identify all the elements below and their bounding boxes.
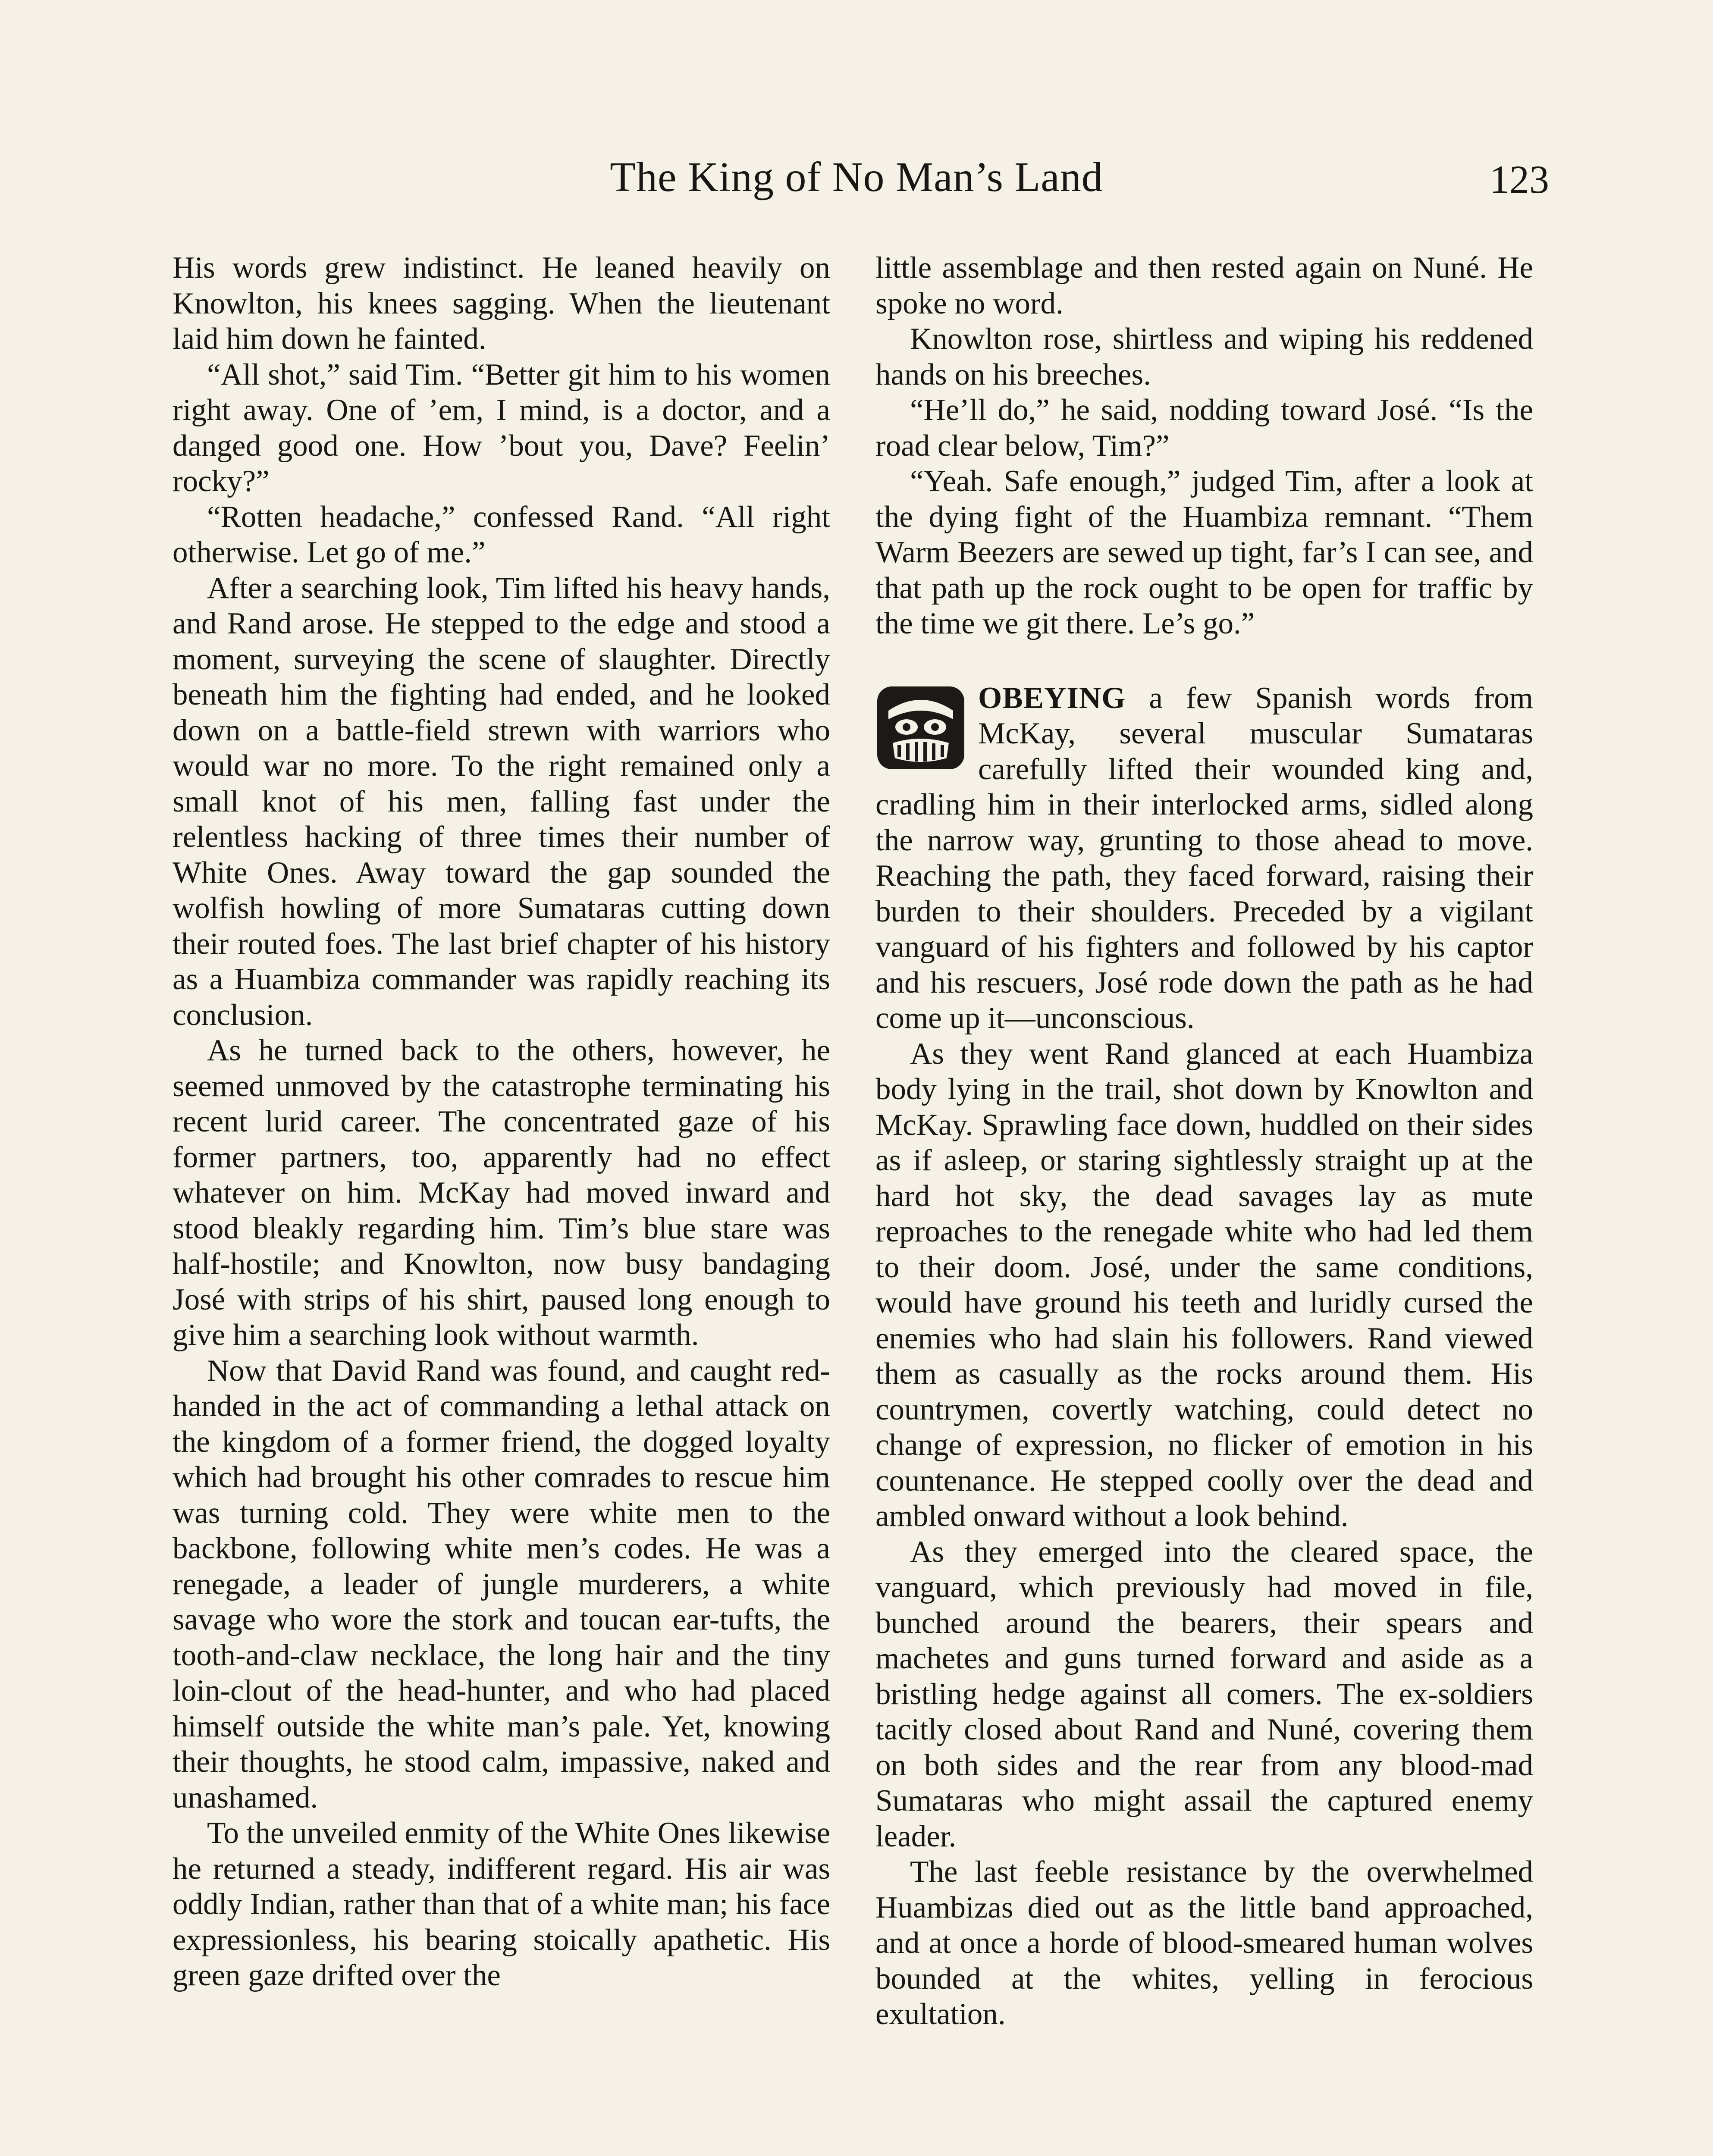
paragraph: “Yeah. Safe enough,” judged Tim, after a look at the dying fight of the Huambiza remnant. “Them Warm Beezers are sewed up tight, far’s I can see, and that path up the rock ought to be open for traffic by the time we git there. Le’s go.”	[875, 464, 1533, 640]
paragraph: As he turned back to the others, however, he seemed unmoved by the catastrophe terminating his recent lurid career. The concentrated gaze of his former partners, too, apparently had no effect whatever on him. McKay had moved inward and stood bleakly regarding him. Tim’s blue stare was half-hostile; and Knowlton, now busy bandaging José with strips of his shirt, paused long enough to give him a searching look without warmth.	[173, 1034, 830, 1352]
paragraph: “All shot,” said Tim. “Better git him to his women right away. One of ’em, I mind, is a doctor, and a danged good one. How ’bout you, Dave? Feelin’ rocky?”	[173, 357, 830, 498]
paragraph: To the unveiled enmity of the White Ones likewise he returned a steady, indifferent regard. His air was oddly Indian, rather than that of a white man; his face expressionless, his bearing stoically apathetic. His green gaze drifted over the	[173, 1816, 830, 1992]
page-number: 123	[1490, 157, 1549, 201]
paragraph: Knowlton rose, shirtless and wiping his reddened hands on his breeches.	[875, 322, 1533, 392]
paragraph: Now that David Rand was found, and caught red-handed in the act of commanding a lethal attack on the kingdom of a former friend, the dogged loyalty which had brought his other comrades to rescue him was turning cold. They were white men to the backbone, following white men’s codes. He was a renegade, a leader of jungle murderers, a white savage who wore the stork and toucan ear-tufts, the tooth-and-claw necklace, the long hair and the tiny loin-clout of the head-hunter, and who had placed himself outside the white man’s pale. Yet, knowing their thoughts, he stood calm, impassive, naked and unashamed.	[173, 1354, 830, 1814]
paragraph: As they emerged into the cleared space, the vanguard, which previously had moved in file, bunched around the bearers, their spears and machetes and guns turned forward and aside as a bristling hedge against all comers. The ex-soldiers tacitly closed about Rand and Nuné, covering them on both sides and the rear from any blood-mad Sumataras who might assail the captured enemy leader.	[875, 1535, 1533, 1853]
section-break	[875, 642, 1533, 680]
paragraph: little assemblage and then rested again on Nuné. He spoke no word.	[875, 251, 1533, 320]
paragraph: His words grew indistinct. He leaned heavily on Knowlton, his knees sagging. When the lieutenant laid him down he fainted.	[173, 251, 830, 356]
right-column	[875, 250, 1533, 2032]
left-column	[173, 250, 830, 1993]
paragraph: After a searching look, Tim lifted his heavy hands, and Rand arose. He stepped to the edge and stood a moment, surveying the scene of slaughter. Directly beneath him the fighting had ended, and he looked down on a battle-field strewn with warriors who would war no more. To the right remained only a small knot of his men, falling fast under the relentless hacking of three times their number of White Ones. Away toward the gap sounded the wolfish howling of more Sumataras cutting down their routed foes. The last brief chapter of his history as a Huambiza commander was rapidly reaching its conclusion.	[173, 571, 830, 1032]
page-header	[164, 153, 1549, 209]
paragraph: As they went Rand glanced at each Huambiza body lying in the trail, shot down by Knowlton and McKay. Sprawling face down, huddled on their sides as if asleep, or staring sightlessly straight up at the hard hot sky, the dead savages lay as mute reproaches to the renegade white who had led them to their doom. José, under the same conditions, would have ground his teeth and luridly cursed the enemies who had slain his followers. Rand viewed them as casually as the rocks around them. His countrymen, covertly watching, could detect no change of expression, no flicker of emotion in his countenance. He stepped coolly over the dead and ambled onward without a look behind.	[875, 1037, 1533, 1533]
paragraph: “He’ll do,” he said, nodding toward José. “Is the road clear below, Tim?”	[875, 393, 1533, 463]
section-opening-paragraph	[875, 680, 1533, 1036]
running-title: The King of No Man’s Land	[610, 154, 1103, 201]
paragraph: The last feeble resistance by the overwhelmed Huambizas died out as the little band approached, and at once a horde of blood-smeared human wolves bounded at the whites, yelling in ferocious exultation.	[875, 1855, 1533, 2031]
section-opening-text: a few Spanish words from McKay, several muscular Sumataras carefully lifted their wounded king and, cradling him in their interlocked arms, sidled along the narrow way, grunting to those ahead to move. Reaching the path, they faced forward, raising their burden to their shoulders. Preceded by a vigilant vanguard of his fighters and followed by his captor and his rescuers, José rode down the path as he had come up it—unconscious.	[875, 681, 1533, 1035]
tribal-mask-icon	[875, 685, 966, 771]
paragraph: “Rotten headache,” confessed Rand. “All right otherwise. Let go of me.”	[173, 500, 830, 569]
section-opening-word: OBEYING	[978, 681, 1126, 715]
